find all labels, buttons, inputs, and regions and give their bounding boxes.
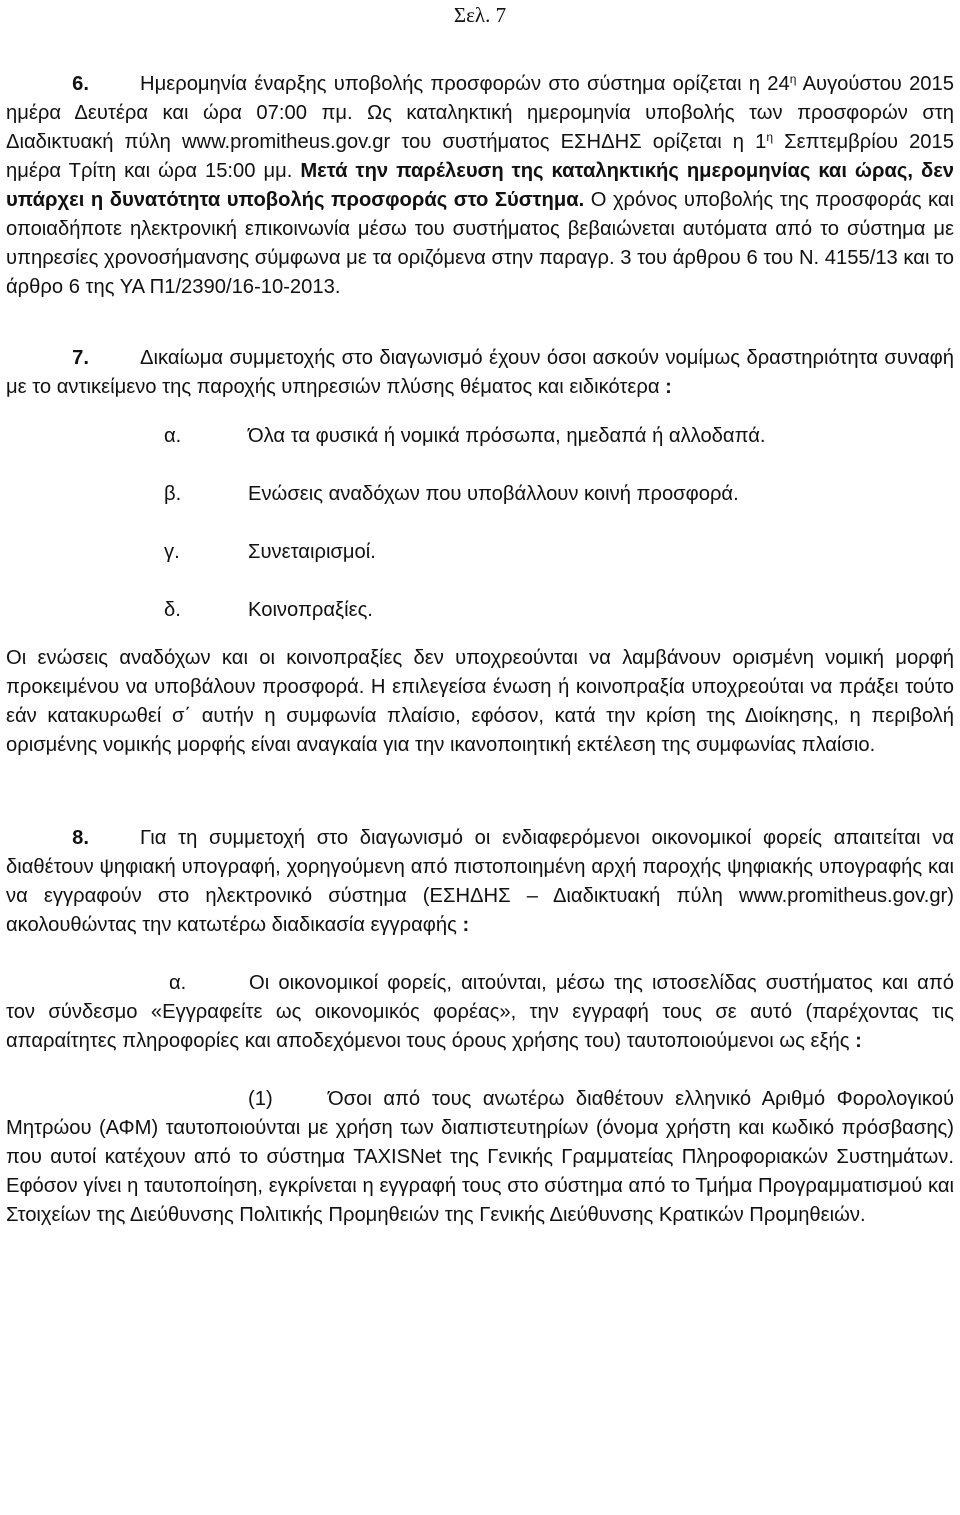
section-8-intro [6, 824, 954, 940]
section-6-text-b: Αυγούστου 2015 ημέρα Δευτέρα και ώρα 07:00 πμ. Ως καταληκτική ημερομηνία υποβολής των προσφορών στη Διαδικτυακή πύλη www.promitheus.gov.gr του συστήματος ΕΣΗΔΗΣ ορίζεται η 1 [6, 73, 954, 153]
section-7-intro-text: Δικαίωμα συμμετοχής στο διαγωνισμό έχουν όσοι ασκούν νομίμως δραστηριότητα συναφή με το αντικείμενο της παροχής υπηρεσιών πλύσης θέματος και ειδικότερα [6, 347, 954, 398]
section-6-text-c: Σεπτεμβρίου 2015 ημέρα Τρίτη και ώρα 15:00 μμ. [6, 131, 954, 182]
section-7-closing: Οι ενώσεις αναδόχων και οι κοινοπραξίες δεν υποχρεούνται να λαμβάνουν ορισμένη νομική μορφή προκειμένου να υποβάλουν προσφορά. Η επιλεγείσα ένωση ή κοινοπραξία υποχρεούται να πράξει τούτο εάν κατακυρωθεί σ΄ αυτήν η συμφωνία πλαίσιο, εφόσον, κατά την κρίση της Διοίκησης, η περιβολή ορισμένης νομικής μορφής είναι αναγκαία για την ικανοποιητική εκτέλεση της συμφωνίας πλαίσιο. [6, 647, 954, 756]
section-8-sub-1 [6, 1085, 954, 1230]
document-page [6, 0, 954, 1230]
list-item [6, 538, 954, 596]
section-8-sub-a [6, 969, 954, 1056]
sub-1-label: (1) [248, 1088, 273, 1110]
section-6-paragraph [6, 70, 954, 302]
section-6-sup-b: η [766, 130, 774, 144]
section-6-text-a: Ημερομηνία έναρξης υποβολής προσφορών στο σύστημα ορίζεται η 24 [140, 73, 790, 95]
list-item [6, 596, 954, 625]
sub-a-label: α. [169, 972, 187, 994]
sub-a-text: Οι οικονομικοί φορείς, αιτούνται, μέσω της ιστοσελίδας συστήματος και από τον σύνδεσμο «Εγγραφείτε ως οικονομικός φορέας», την εγγραφή τους σε αυτό (παρέχοντας τις απαραίτητες πληροφορίες και αποδεχόμενοι τους όρους χρήσης του) ταυτοποιούμενοι ως εξής [6, 972, 954, 1052]
section-6-number: 6. [72, 73, 89, 95]
list-item-text: Όλα τα φυσικά ή νομικά πρόσωπα, ημεδαπά ή αλλοδαπά. [248, 425, 766, 447]
list-item-text: Κοινοπραξίες. [248, 599, 373, 621]
list-item-letter: α. [164, 425, 182, 447]
list-item [6, 480, 954, 538]
list-item-letter: β. [164, 483, 182, 505]
section-6-text-d: Ο χρόνος υποβολής της προσφοράς και οποιαδήποτε ηλεκτρονική επικοινωνία μέσω του συστήματος βεβαιώνεται αυτόματα από το σύστημα με υπηρεσίες χρονοσήμανσης σύμφωνα με τα οριζόμενα στην παραγρ. 3 του άρθρου 6 του Ν. 4155/13 και το άρθρο 6 της ΥΑ Π1/2390/16-10-2013. [6, 189, 954, 298]
section-7-intro-colon: : [659, 376, 672, 398]
sub-1-text: Όσοι από τους ανωτέρω διαθέτουν ελληνικό Αριθμό Φορολογικού Μητρώου (ΑΦΜ) ταυτοποιούνται με χρήση των διαπιστευτηρίων (όνομα χρήστη και κωδικό πρόσβασης) που αυτοί κατέχουν από το σύστημα TAXISNet της Γενικής Γραμματείας Πληροφοριακών Συστημάτων. Εφόσον γίνει η ταυτοποίηση, εγκρίνεται η εγγραφή τους στο σύστημα από το Τμήμα Προγραμματισμού και Στοιχείων της Διεύθυνσης Πολιτικής Προμηθειών της Γενικής Διεύθυνσης Κρατικών Προμηθειών. [6, 1088, 954, 1226]
list-item-text: Ενώσεις αναδόχων που υποβάλλουν κοινή προσφορά. [248, 483, 739, 505]
list-item-letter: γ. [164, 541, 180, 563]
section-8-intro-colon: : [456, 914, 470, 936]
section-7-number: 7. [72, 347, 89, 369]
section-8-intro-text: Για τη συμμετοχή στο διαγωνισμό οι ενδιαφερόμενοι οικονομικοί φορείς απαιτείται να διαθέτουν ψηφιακή υπογραφή, χορηγούμενη από πιστοποιημένη αρχή παροχής ψηφιακής υπογραφής και να εγγραφούν στο ηλεκτρονικό σύστημα (ΕΣΗΔΗΣ – Διαδικτυακή πύλη www.promitheus.gov.gr) ακολουθώντας την κατωτέρω διαδικασία εγγραφής [6, 827, 954, 936]
list-item-letter: δ. [164, 599, 181, 621]
section-7-intro [6, 344, 954, 402]
sub-a-colon: : [849, 1030, 862, 1052]
list-item-text: Συνεταιρισμοί. [248, 541, 376, 563]
section-6-bold-text: Μετά την παρέλευση της καταληκτικής ημερομηνίας και ώρας, δεν υπάρχει η δυνατότητα υποβολής προσφοράς στο Σύστημα. [6, 160, 954, 211]
page-number: Σελ. 7 [453, 3, 507, 27]
section-6-sup-a: η [789, 72, 797, 86]
list-item [6, 422, 954, 480]
section-8-number: 8. [72, 827, 89, 849]
